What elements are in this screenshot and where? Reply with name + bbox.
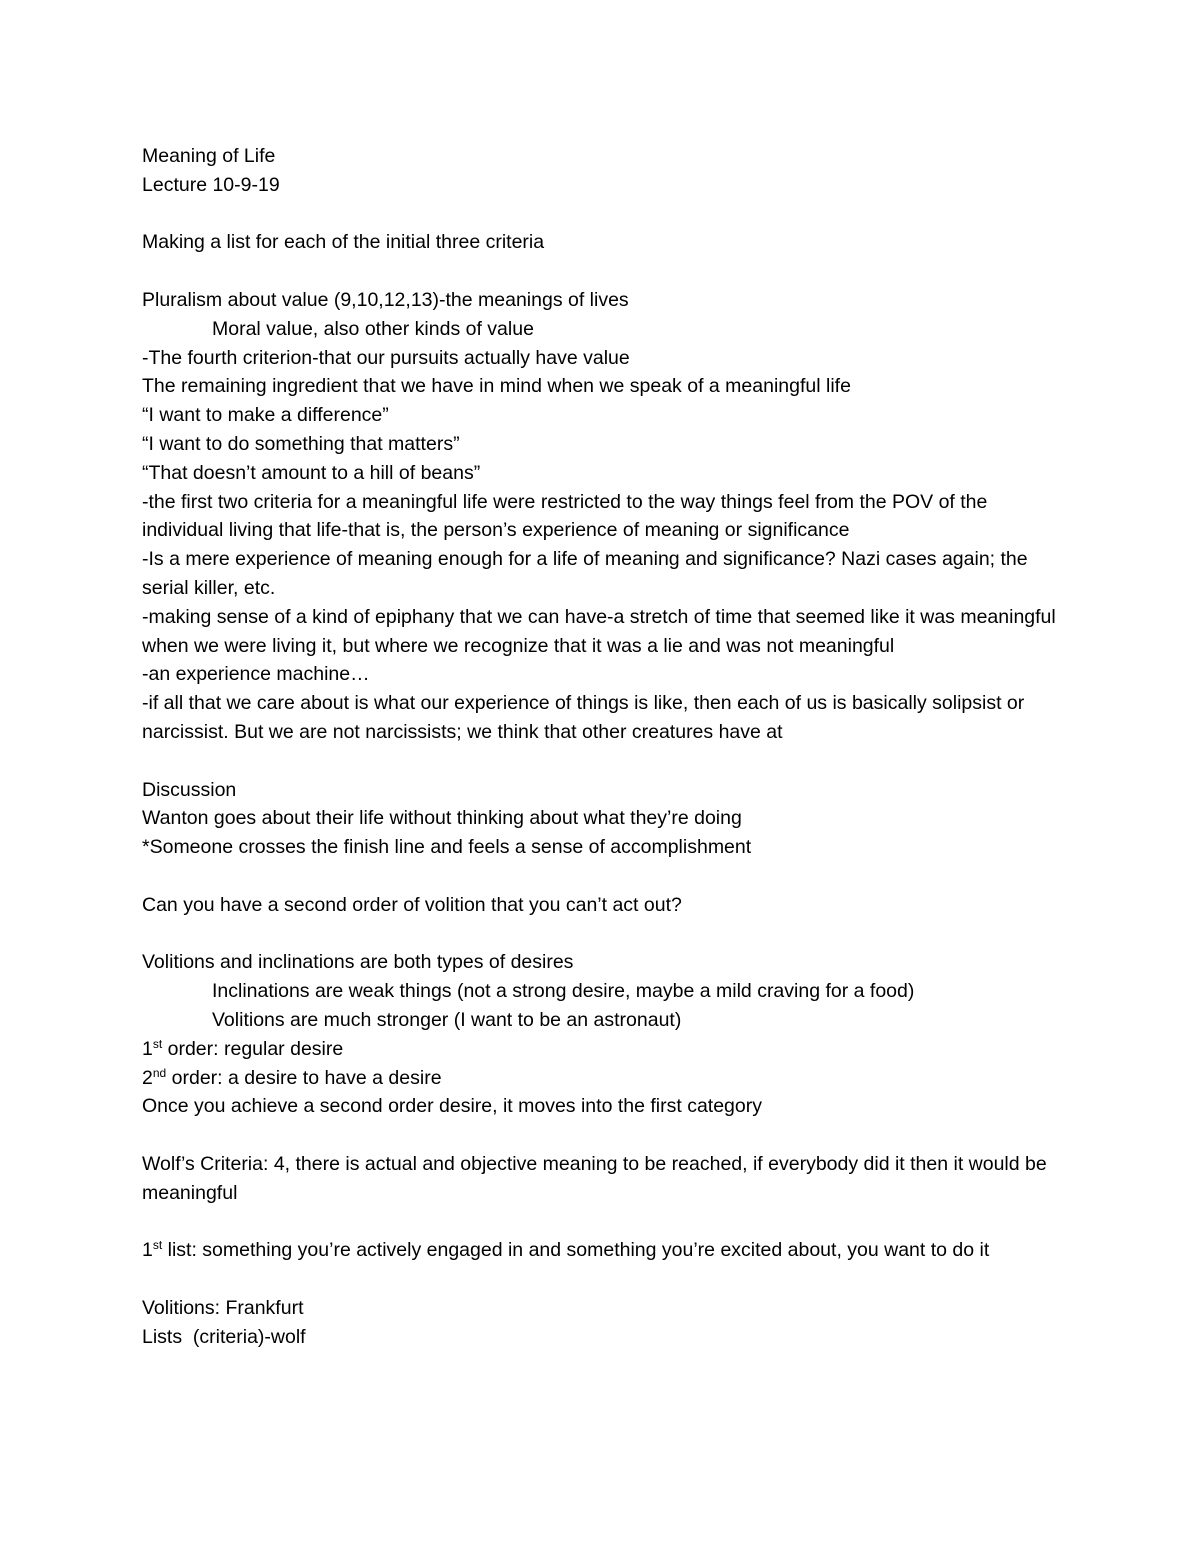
second-order-suffix: nd	[152, 1065, 167, 1080]
wanton-line: Wanton goes about their life without thinking about what they’re doing	[142, 807, 742, 830]
blank-line	[142, 1121, 1072, 1150]
document-title: Meaning of Life	[142, 145, 276, 167]
finish-line: *Someone crosses the finish line and feels a sense of accomplishment	[142, 836, 752, 859]
volitions-stronger: Volitions are much stronger (I want to be an astronaut)	[212, 1008, 682, 1031]
experience-machine: -an experience machine…	[142, 663, 370, 686]
solipsist-line: -if all that we care about is what our experience of things is like, then each of us is basically solipsist or narcissist. But we are not narcissists; we think that other creatures have at	[142, 692, 1025, 743]
intro-line: Making a list for each of the initial three criteria	[142, 231, 545, 254]
first-list-number: 1	[142, 1239, 153, 1262]
blank-line	[142, 920, 1072, 949]
blank-line	[142, 862, 1072, 891]
second-order-line	[142, 1064, 1072, 1093]
first-order-suffix: st	[152, 1036, 163, 1051]
blank-line	[142, 1207, 1072, 1236]
first-two-criteria: -the first two criteria for a meaningful life were restricted to the way things feel from the POV of the individual living that life-that is, the person’s experience of meaning or significance	[142, 490, 988, 542]
epiphany: -making sense of a kind of epiphany that we can have-a stretch of time that seemed like it was meaningful when we were living it, but where we recognize that it was a lie and was not meaningful	[142, 605, 1056, 657]
first-order-number: 1	[142, 1037, 153, 1060]
lecture-date: Lecture 10-9-19	[142, 173, 280, 196]
volition-question: Can you have a second order of volition that you can’t act out?	[142, 893, 682, 916]
first-list-line	[142, 1236, 1072, 1265]
fourth-criterion: -The fourth criterion-that our pursuits actually have value	[142, 346, 630, 369]
first-order-text: order: regular desire	[162, 1037, 344, 1060]
volitions-heading: Volitions and inclinations are both types of desires	[142, 951, 574, 974]
wolf-criteria: Wolf’s Criteria: 4, there is actual and objective meaning to be reached, if everybody did it then it would be meaningful	[142, 1152, 1047, 1204]
blank-line	[142, 257, 1072, 286]
quote-beans: “That doesn’t amount to a hill of beans”	[142, 461, 481, 484]
blank-line	[142, 200, 1072, 229]
blank-line	[142, 747, 1072, 776]
blank-line	[142, 1265, 1072, 1294]
first-order-line	[142, 1035, 1072, 1064]
inclinations-line: Inclinations are weak things (not a strong desire, maybe a mild craving for a food)	[212, 980, 915, 1003]
remaining-ingredient: The remaining ingredient that we have in mind when we speak of a meaningful life	[142, 375, 851, 398]
mere-experience: -Is a mere experience of meaning enough for a life of meaning and significance? Nazi cases again; the serial killer, etc.	[142, 548, 1028, 599]
summary-lists: Lists (criteria)-wolf	[142, 1325, 306, 1348]
second-order-text: order: a desire to have a desire	[166, 1066, 442, 1089]
first-list-text: list: something you’re actively engaged in and something you’re excited about, you want to do it	[162, 1239, 990, 1262]
quote-difference: “I want to make a difference”	[142, 404, 389, 427]
discussion-heading: Discussion	[142, 778, 237, 801]
first-list-suffix: st	[152, 1238, 163, 1253]
pluralism-indent: Moral value, also other kinds of value	[212, 317, 534, 340]
pluralism-heading: Pluralism about value (9,10,12,13)-the meanings of lives	[142, 288, 629, 311]
once-achieved-line: Once you achieve a second order desire, it moves into the first category	[142, 1095, 762, 1118]
quote-matters: “I want to do something that matters”	[142, 432, 460, 455]
second-order-number: 2	[142, 1066, 153, 1089]
summary-volitions: Volitions: Frankfurt	[142, 1296, 304, 1319]
document-body	[142, 142, 1072, 1351]
